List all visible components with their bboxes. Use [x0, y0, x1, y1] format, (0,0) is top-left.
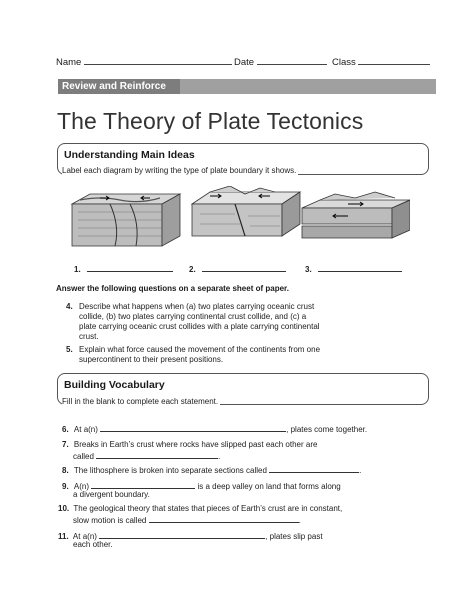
question-10-line-2 [73, 514, 301, 526]
diagram-label-2 [189, 263, 286, 275]
question-8 [62, 464, 361, 476]
question-8-post: . [359, 466, 362, 475]
diagram-3-answer-blank[interactable] [318, 263, 402, 272]
answer-instruction: Answer the following questions on a separate sheet of paper. [56, 284, 289, 293]
question-11-number: 11. [58, 532, 69, 541]
question-7-line-2 [73, 450, 220, 462]
question-7-line-1: Breaks in Earth’s crust where rocks have slipped past each other are [73, 440, 318, 449]
date-blank[interactable] [257, 55, 327, 65]
question-6-blank[interactable] [100, 423, 286, 432]
question-6 [62, 423, 367, 435]
diagram-label-1-num: 1. [74, 265, 81, 274]
question-9-number: 9. [62, 482, 69, 491]
class-field-row [332, 55, 430, 68]
question-4-number: 4. [66, 302, 73, 311]
question-10 [58, 504, 342, 514]
section2-heading: Building Vocabulary [64, 379, 165, 391]
class-label: Class [332, 57, 356, 68]
diagram-1 [72, 194, 180, 246]
diagram-label-3-num: 3. [305, 265, 312, 274]
diagram-label-1 [74, 263, 173, 275]
name-field-row [56, 55, 232, 68]
question-9-post: is a deep valley on land that forms along [197, 482, 341, 491]
page-title: The Theory of Plate Tectonics [57, 108, 364, 134]
diagram-2-answer-blank[interactable] [202, 263, 286, 272]
question-11-pre: At a(n) [72, 532, 97, 541]
diagram-1-answer-blank[interactable] [87, 263, 173, 272]
question-7-number: 7. [62, 440, 69, 449]
question-7-post2: . [218, 452, 221, 461]
question-10-number: 10. [58, 504, 70, 513]
date-field-row [234, 55, 327, 68]
section2-instruction: Fill in the blank to complete each statement. [62, 397, 219, 406]
name-label: Name [56, 57, 82, 68]
question-11-blank[interactable] [99, 530, 265, 539]
question-8-blank[interactable] [269, 464, 362, 475]
question-10-blank[interactable] [149, 514, 299, 523]
section-banner [58, 79, 436, 94]
question-7 [62, 440, 317, 450]
plate-boundary-diagrams [70, 186, 410, 256]
question-8-number: 8. [62, 466, 69, 475]
question-11-line-2: each other. [73, 540, 113, 549]
question-7-blank[interactable] [96, 450, 221, 461]
question-5-line-1: Explain what force caused the movement of the continents from one [79, 345, 321, 354]
section1-instruction: Label each diagram by writing the type of plate boundary it shows. [62, 166, 297, 175]
diagram-label-2-num: 2. [189, 265, 196, 274]
question-10-line-1: The geological theory that states that pieces of Earth’s crust are in constant, [73, 504, 343, 513]
question-6-number: 6. [62, 425, 69, 434]
diagram-2 [192, 186, 300, 236]
section1-heading: Understanding Main Ideas [64, 149, 195, 161]
question-10-pre2: slow motion is called [73, 516, 147, 525]
question-4-line-1: Describe what happens when (a) two plates carrying oceanic crust [79, 302, 315, 311]
question-6-post: , plates come together. [286, 425, 368, 434]
banner-label: Review and Reinforce [58, 79, 180, 94]
question-4-line-4: crust. [79, 332, 99, 341]
question-8-pre: The lithosphere is broken into separate sections called [73, 466, 267, 475]
question-5-number: 5. [66, 345, 73, 354]
question-5-line-2: supercontinent to their present positions. [79, 355, 224, 364]
name-blank[interactable] [84, 55, 232, 65]
question-4-line-2: collide, (b) two plates carrying continental crust collide, and (c) a [79, 312, 307, 321]
question-4-line-3: plate carrying oceanic crust collides with a plate carrying continental [79, 322, 320, 331]
question-10-post2: . [298, 516, 301, 525]
question-9-pre: A(n) [73, 482, 90, 491]
question-9-line-2: a divergent boundary. [73, 490, 150, 499]
question-11-post: , plates slip past [265, 532, 323, 541]
question-9-blank[interactable] [91, 480, 195, 489]
diagram-label-3 [305, 263, 402, 275]
question-6-pre: At a(n) [73, 425, 98, 434]
date-label: Date [234, 57, 255, 68]
question-7-pre2: called [73, 452, 94, 461]
class-blank[interactable] [358, 55, 430, 65]
diagram-3 [302, 192, 410, 238]
